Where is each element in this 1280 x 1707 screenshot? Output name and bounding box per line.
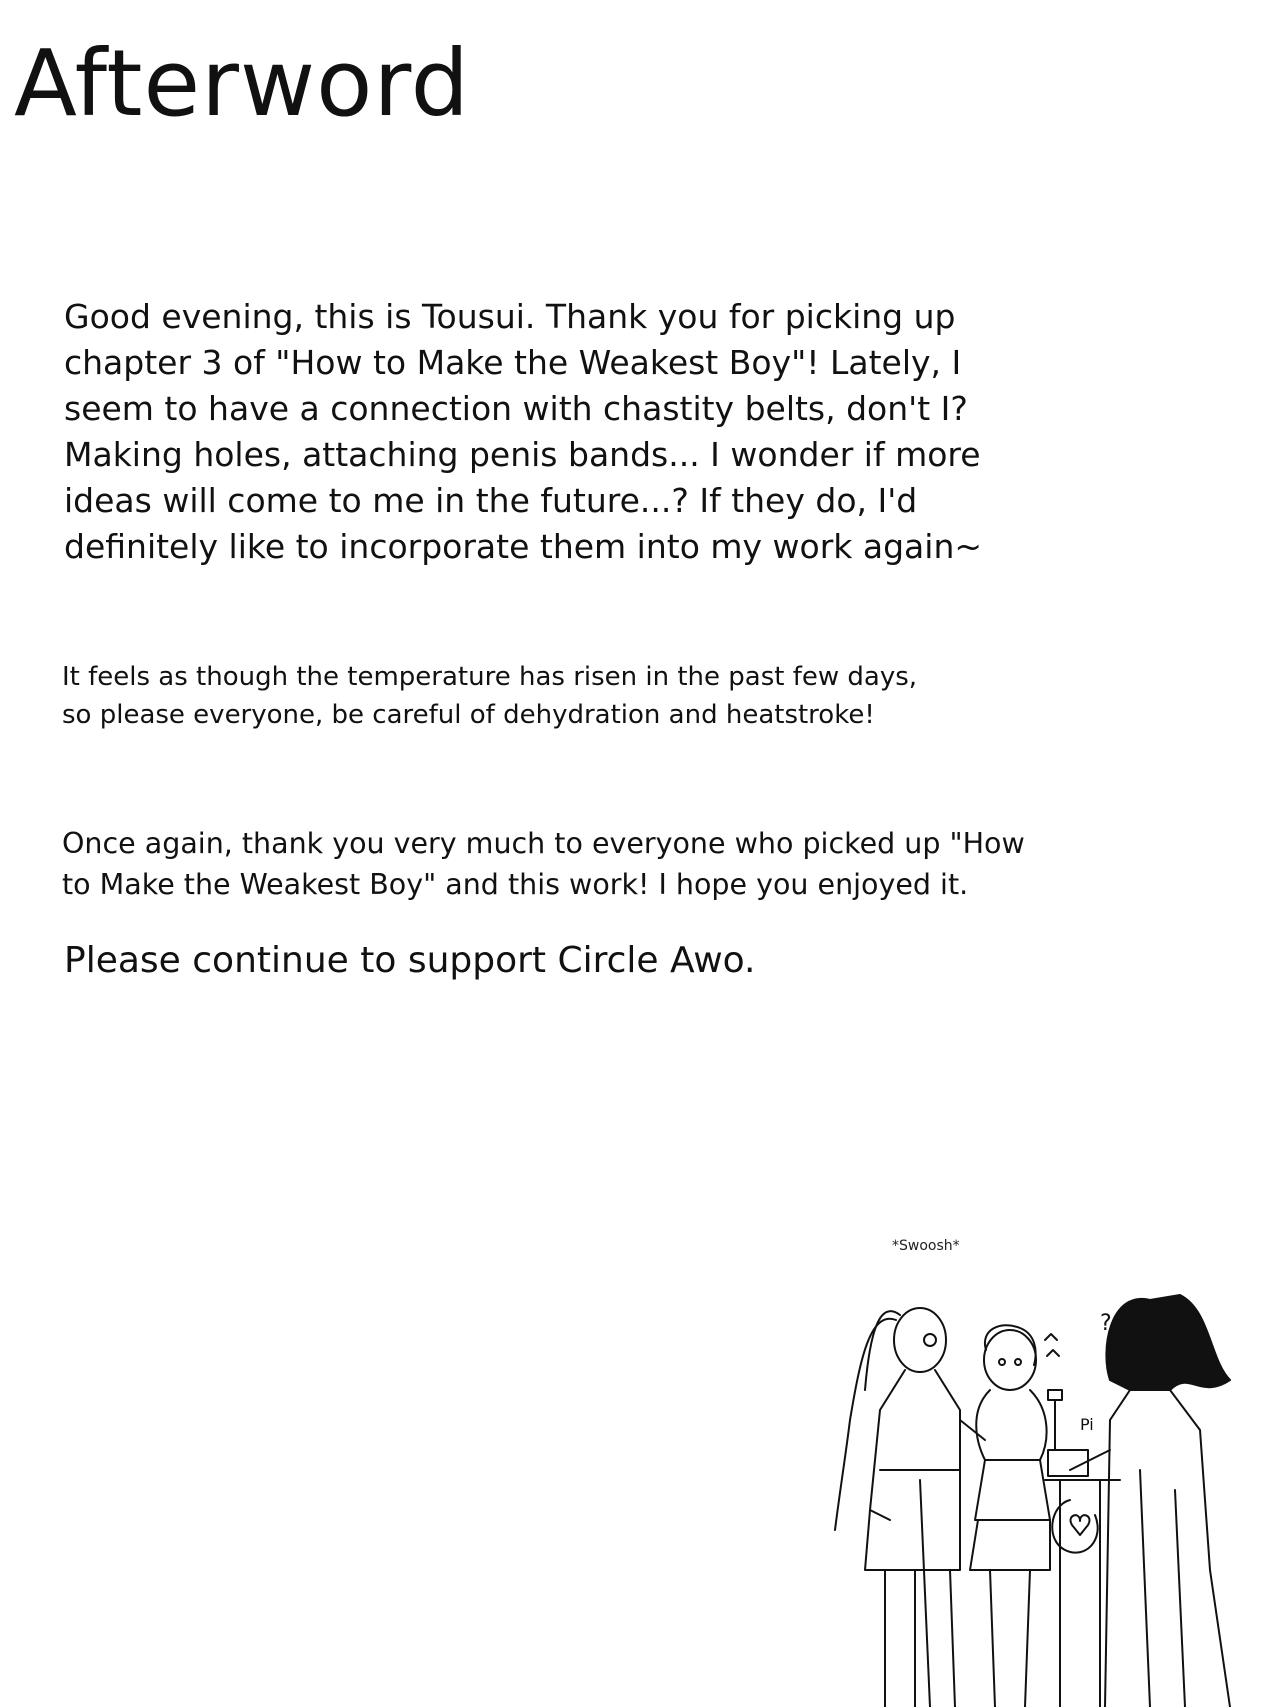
weather-paragraph	[62, 658, 1062, 734]
question-mark-label: ?	[1100, 1311, 1112, 1336]
text-line: Making holes, attaching penis bands... I wonder if more	[64, 435, 981, 474]
text-line: so please everyone, be careful of dehydration and heatstroke!	[62, 700, 875, 730]
character-sketch-illustration	[810, 1270, 1280, 1707]
text-line: chapter 3 of "How to Make the Weakest Boy"! Lately, I	[64, 343, 962, 382]
swoosh-sfx: *Swoosh*	[892, 1238, 960, 1254]
pi-sound-label: Pi	[1080, 1415, 1094, 1434]
text-line: It feels as though the temperature has risen in the past few days,	[62, 662, 918, 692]
text-line: Good evening, this is Tousui. Thank you for picking up	[64, 297, 956, 336]
text-line: Once again, thank you very much to everyone who picked up "How	[62, 827, 1025, 860]
page-title: Afterword	[14, 30, 471, 137]
text-line: to Make the Weakest Boy" and this work! I hope you enjoyed it.	[62, 868, 969, 901]
text-line: ideas will come to me in the future...? If they do, I'd	[64, 481, 918, 520]
ponytail-girl-figure	[835, 1308, 985, 1707]
greeting-paragraph	[64, 294, 1064, 570]
text-line: seem to have a connection with chastity belts, don't I?	[64, 389, 968, 428]
closing-line: Please continue to support Circle Awo.	[64, 940, 756, 981]
long-hair-girl-figure	[1070, 1295, 1230, 1707]
middle-girl-figure	[970, 1325, 1059, 1707]
text-line: definitely like to incorporate them into my work again~	[64, 527, 983, 566]
thanks-paragraph	[62, 823, 1162, 905]
